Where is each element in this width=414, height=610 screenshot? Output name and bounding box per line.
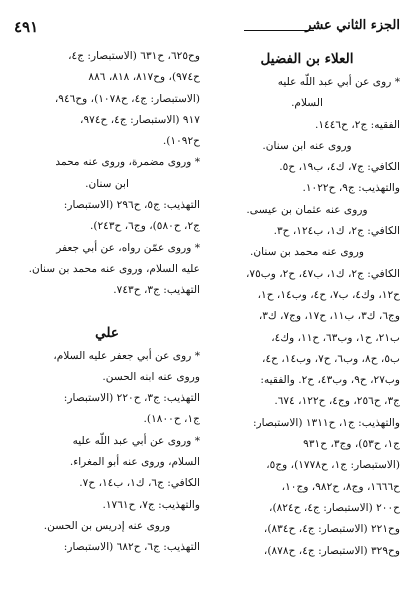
header-rule [244, 30, 314, 31]
left-column-lines-top [14, 46, 200, 302]
text-line: السلام، وروى عنه أبو المغراء. [69, 456, 200, 469]
text-line: وج٦، ك٣، ب١١، ح١٧، وج٧، ك٣، [258, 310, 400, 323]
text-line: ب٥، ح٨، وب٦، ح٧، وب١٤، ح٤، [262, 352, 400, 365]
entry-heading: علي [95, 324, 119, 341]
text-line: ح٢٠٠ (الاستبصار: ج٤، ح٨٢٤)، [269, 501, 400, 514]
text-line: ح٩٧٤)، وح٨١٧، ٨١٨، ٨٨٦ [88, 71, 200, 84]
text-line: وروى عنه ابنه الحسن. [102, 370, 200, 383]
text-line: وروى عنه محمد بن سنان. [250, 246, 364, 259]
entry-heading: العلاء بن الفضيل [260, 51, 354, 67]
text-line: ج٢، ح٥٨٠)، وج٦، ح٢٤٣). [89, 220, 200, 233]
running-title: الجزء الثاني عشر [305, 18, 400, 33]
text-line: وروى عنه عثمان بن عيسى. [246, 203, 368, 216]
text-line: * وروى عن أبي عبد اللّه عليه [72, 434, 200, 447]
text-line: ح١٢، وك٤، ب٧، ح٤، وب١٤، ح١، [257, 288, 400, 301]
text-line: وروى عنه إدريس بن الحسن. [43, 519, 171, 532]
text-line: (الاستبصار: ج٤، ح١٠٧٨)، وح٩٤٦، [54, 92, 200, 105]
page-number: ٤٩١ [14, 18, 39, 36]
text-line: والتهذيب: ج٧، ح١٧٦١. [102, 498, 200, 511]
page-header [14, 16, 400, 40]
text-line: وروى عنه ابن سنان. [262, 139, 352, 152]
text-line: ج٣، ح٢٥٦، وج٤، ح١٢٢، ٦٧٤. [274, 395, 400, 408]
text-line: الكافي: ج٢، ك١، ب٤٧، ح٢، وب٧٥، [245, 267, 400, 280]
text-line: ابن سنان. [85, 177, 129, 190]
text-line: والتهذيب: ج١، ح١٣١١ (الاستبصار: [252, 416, 400, 429]
text-line: الفقيه: ج٢، ح١٤٤٦. [314, 118, 400, 131]
text-line: التهذيب: ج٣، ح٧٤٣. [113, 284, 200, 297]
right-column [214, 46, 400, 604]
text-columns [14, 46, 400, 604]
text-line: التهذيب: ج٥، ح٢٩٦ (الاستبصار: [63, 199, 200, 212]
text-line: * وروى عمّن رواه، عن أبي جعفر [56, 241, 200, 254]
text-line: * روى عن أبي عبد اللّه عليه [277, 76, 400, 88]
text-line: الكافي: ج٢، ك١، ب١٢٤، ح٣. [273, 225, 400, 238]
text-line: وح٦٢٥، ح٦٣١ (الاستبصار: ج٤، [68, 50, 200, 62]
text-line: التهذيب: ج٦، ح٦٨٢ (الاستبصار: [63, 541, 200, 554]
text-line: ح١٠٩٢). [162, 135, 200, 148]
text-line: الكافي: ج٦، ك١، ب١٤، ح٧. [79, 477, 200, 490]
text-line: الكافي: ج٧، ك٤، ب١٩، ح٥. [279, 161, 400, 174]
text-line: وب٢٧، ح٩، وب٤٣، ح٢. والفقيه: [260, 374, 400, 387]
text-line: ج١، ح١٨٠٠). [143, 413, 200, 426]
text-line: وح٢٢١ (الاستبصار: ج٤، ح٨٣٤)، [263, 523, 400, 536]
text-line: * وروى مضمرة، وروى عنه محمد [55, 156, 200, 169]
left-column-lines-bottom [14, 346, 200, 559]
text-line: وح٣٢٩ (الاستبصار: ج٤، ح٨٧٨)، [263, 544, 400, 557]
left-column [14, 46, 200, 604]
right-column-lines [214, 72, 400, 562]
text-line: ج١، ح٥٣)، وج٣، ح٩٣١ [303, 438, 400, 451]
text-line: السلام. [291, 97, 323, 110]
text-line: عليه السلام، وروى عنه محمد بن سنان. [28, 262, 200, 275]
text-line: (الاستبصار: ج١، ح١٧٧٨)، وج٥، [266, 459, 400, 472]
text-line: والتهذيب: ج٩، ح١٠٢٢. [302, 182, 400, 195]
text-line: التهذيب: ج٣، ح٢٢٠ (الاستبصار: [63, 392, 200, 405]
section-spacer [14, 302, 200, 320]
text-line: ح١٦٦٦، وج٨، ح٩٨٢، وج١٠، [281, 480, 400, 493]
text-line: ٩١٧ (الاستبصار: ج٤، ح٩٧٤، [80, 113, 200, 126]
text-line: ب٢١، ح١، وب٦٣، ح١١، وك٤، [271, 331, 400, 344]
text-line: * روى عن أبي جعفر عليه السلام، [53, 349, 200, 362]
